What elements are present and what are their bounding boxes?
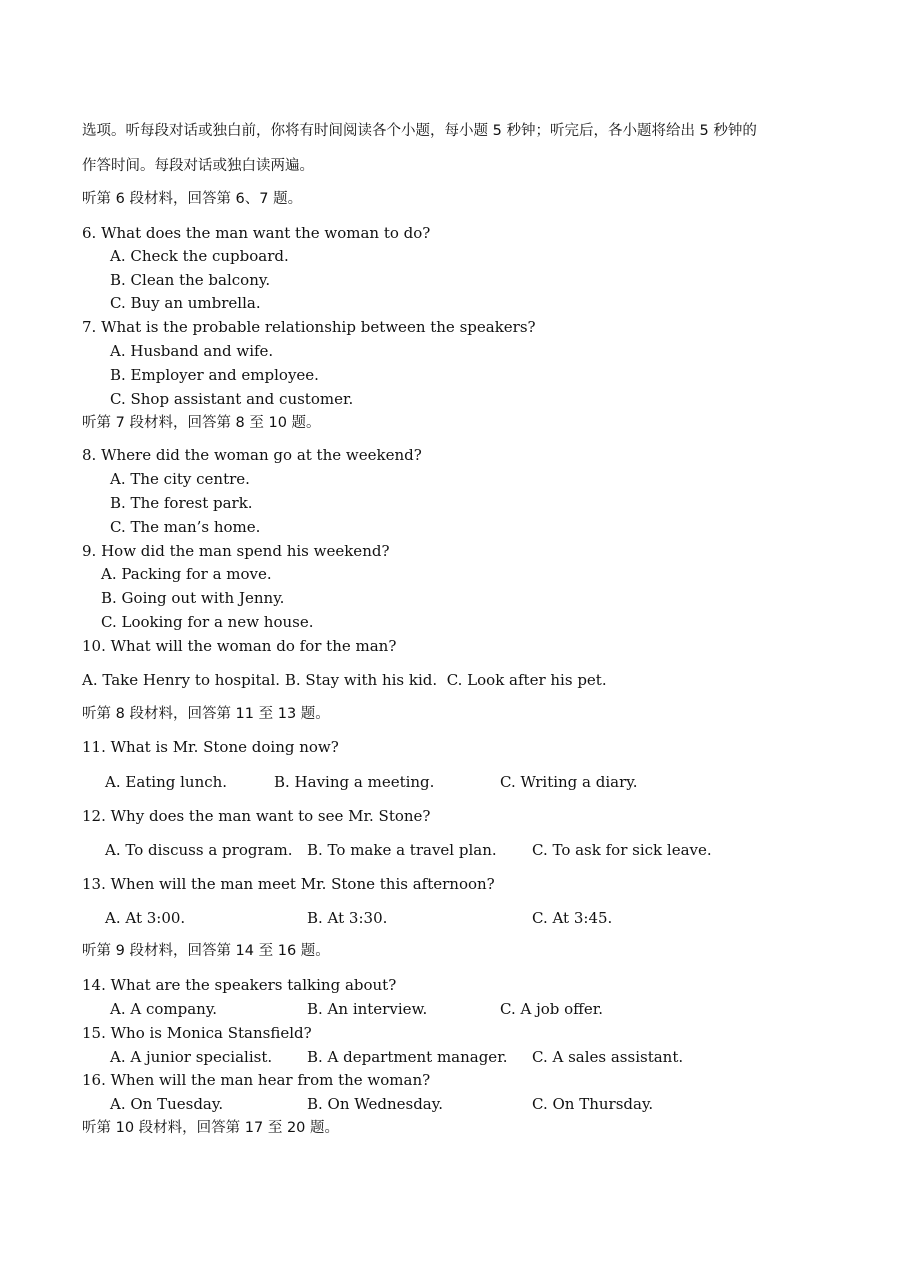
option-8b: B. The forest park. <box>110 494 253 512</box>
question-15: 15. Who is Monica Stansfield? <box>82 1024 312 1042</box>
option-6b: B. Clean the balcony. <box>110 271 271 289</box>
question-8: 8. Where did the woman go at the weekend? <box>82 446 422 464</box>
question-12: 12. Why does the man want to see Mr. Stone? <box>82 807 431 825</box>
question-6: 6. What does the man want the woman to do? <box>82 224 431 242</box>
option-7b: B. Employer and employee. <box>110 366 319 384</box>
question-14: 14. What are the speakers talking about? <box>82 976 397 994</box>
option-12c: C. To ask for sick leave. <box>532 841 712 859</box>
instruction-line-1: 选项。听每段对话或独白前，你将有时间阅读各个小题，每小题 5 秒钟；听完后，各小题将给出 5 秒钟的 <box>82 123 757 139</box>
option-11b: B. Having a meeting. <box>274 773 435 791</box>
option-7a: A. Husband and wife. <box>110 342 274 360</box>
question-7: 7. What is the probable relationship between the speakers? <box>82 318 536 336</box>
section-heading: 听第 9 段材料，回答第 14 至 16 题。 <box>82 943 330 959</box>
section-heading: 听第 8 段材料，回答第 11 至 13 题。 <box>82 706 330 722</box>
option-13a: A. At 3:00. <box>105 909 186 927</box>
option-8a: A. The city centre. <box>110 470 250 488</box>
option-14c: C. A job offer. <box>500 1000 603 1018</box>
option-14b: B. An interview. <box>307 1000 428 1018</box>
option-13c: C. At 3:45. <box>532 909 613 927</box>
option-9b: B. Going out with Jenny. <box>101 589 285 607</box>
option-16c: C. On Thursday. <box>532 1095 654 1113</box>
option-16b: B. On Wednesday. <box>307 1095 443 1113</box>
option-14a: A. A company. <box>110 1000 218 1018</box>
section-heading: 听第 6 段材料，回答第 6、7 题。 <box>82 191 303 207</box>
option-15c: C. A sales assistant. <box>532 1048 684 1066</box>
question-16: 16. When will the man hear from the woman? <box>82 1071 431 1089</box>
option-16a: A. On Tuesday. <box>110 1095 224 1113</box>
option-7c: C. Shop assistant and customer. <box>110 390 354 408</box>
question-13: 13. When will the man meet Mr. Stone this afternoon? <box>82 875 495 893</box>
option-9a: A. Packing for a move. <box>101 565 272 583</box>
option-6a: A. Check the cupboard. <box>110 247 289 265</box>
option-10: A. Take Henry to hospital. B. Stay with his kid. C. Look after his pet. <box>82 671 607 689</box>
question-10: 10. What will the woman do for the man? <box>82 637 397 655</box>
option-11c: C. Writing a diary. <box>500 773 638 791</box>
instruction-line-2: 作答时间。每段对话或独白读两遍。 <box>82 158 314 174</box>
section-heading: 听第 7 段材料，回答第 8 至 10 题。 <box>82 415 321 431</box>
option-12b: B. To make a travel plan. <box>307 841 497 859</box>
question-9: 9. How did the man spend his weekend? <box>82 542 390 560</box>
section-heading: 听第 10 段材料，回答第 17 至 20 题。 <box>82 1120 340 1136</box>
option-6c: C. Buy an umbrella. <box>110 294 261 312</box>
option-13b: B. At 3:30. <box>307 909 388 927</box>
question-11: 11. What is Mr. Stone doing now? <box>82 738 339 756</box>
option-15a: A. A junior specialist. <box>110 1048 273 1066</box>
option-12a: A. To discuss a program. <box>105 841 293 859</box>
option-8c: C. The man’s home. <box>110 518 261 536</box>
option-9c: C. Looking for a new house. <box>101 613 314 631</box>
option-15b: B. A department manager. <box>307 1048 508 1066</box>
option-11a: A. Eating lunch. <box>105 773 228 791</box>
